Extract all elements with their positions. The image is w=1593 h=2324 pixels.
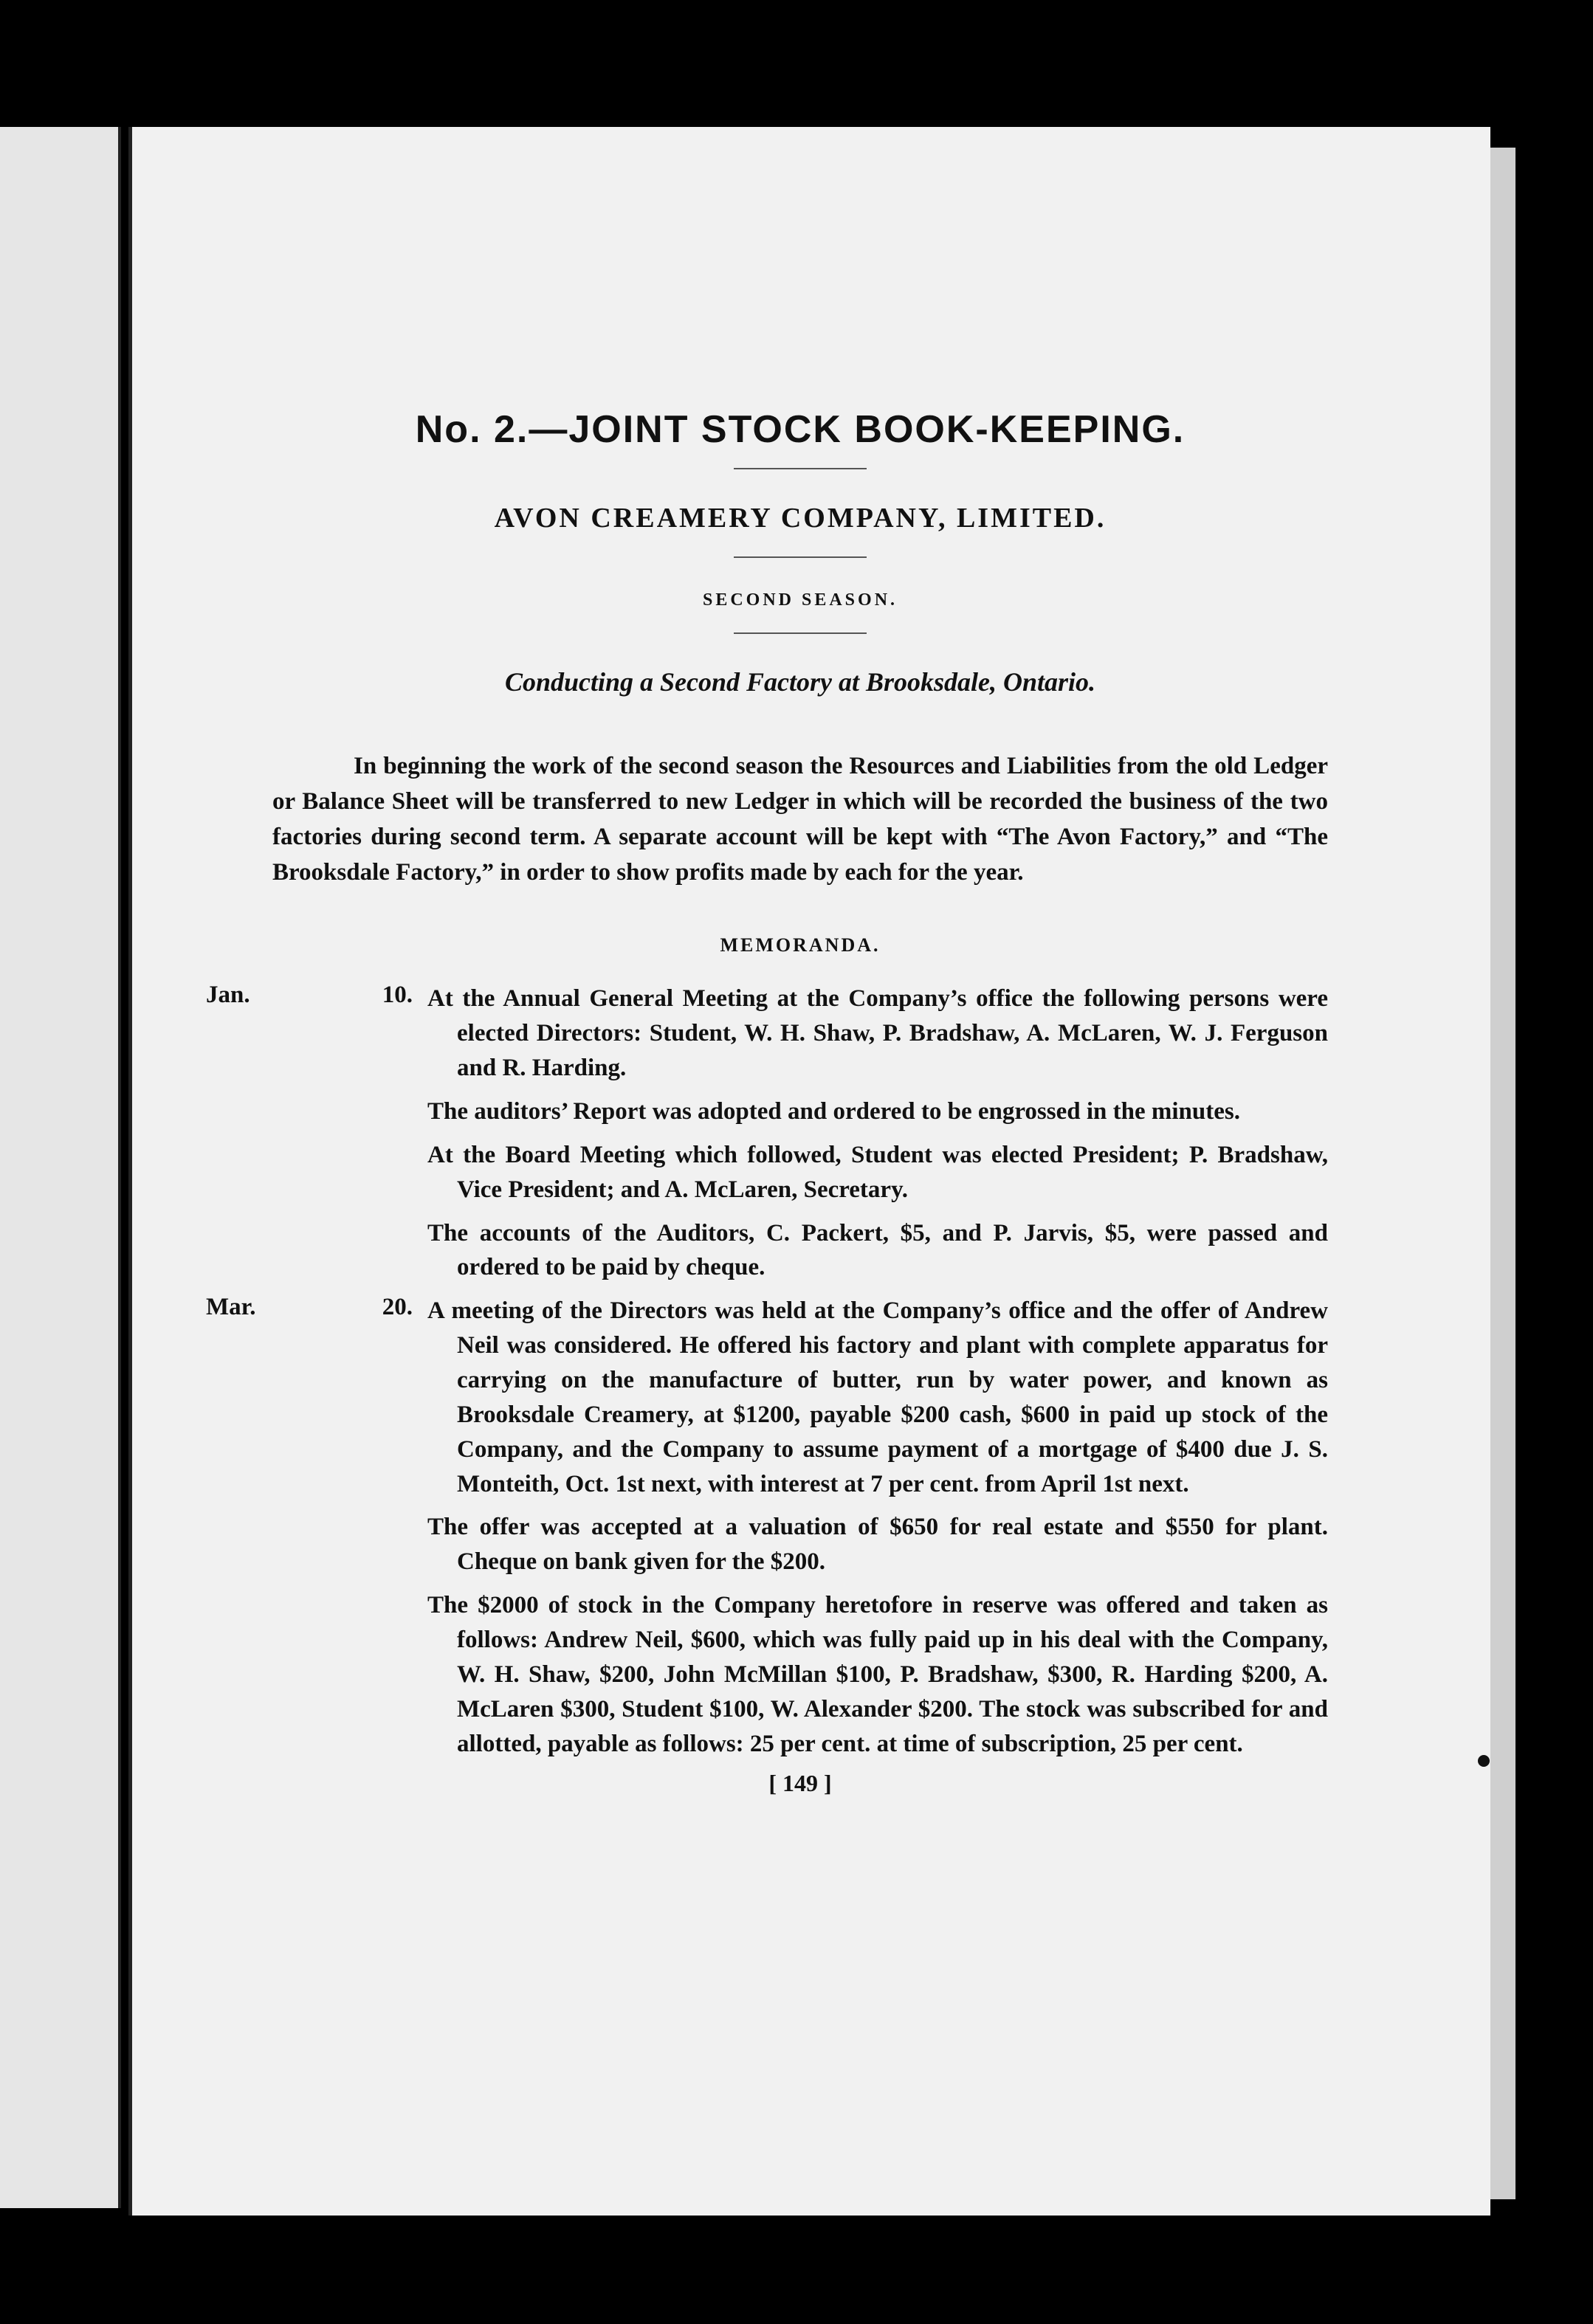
entry-paragraph: The accounts of the Auditors, C. Packert, $5, and P. Jarvis, $5, were passed and ordered to be paid by cheque.: [427, 1219, 1328, 1281]
memo-entry: [206, 1294, 1328, 1761]
page-title: No. 2.—JOINT STOCK BOOK-KEEPING.: [415, 408, 1186, 451]
company-name: AVON CREAMERY COMPANY, LIMITED.: [494, 503, 1107, 534]
entry-month: Jan.: [206, 982, 250, 1009]
entry-paragraph: At the Annual General Meeting at the Company’s office the following persons were elected Directors: Student, W. H. Shaw, P. Bradshaw, A. McLaren, W. J. Ferguson and R. Harding.: [427, 985, 1328, 1082]
section-subheading: Conducting a Second Factory at Brooksdale, Ontario.: [504, 667, 1096, 697]
season-heading: SECOND SEASON.: [702, 590, 898, 610]
entry-paragraph: At the Board Meeting which followed, Student was elected President; P. Bradshaw, Vice President; and A. McLaren, Secretary.: [427, 1141, 1328, 1203]
season-rule: [734, 632, 867, 634]
facing-page-edge: [0, 127, 121, 2208]
book-page: [128, 127, 1490, 2216]
entry-month: Mar.: [206, 1294, 256, 1321]
entry-paragraph: The offer was accepted at a valuation of $650 for real estate and $550 for plant. Cheque on bank given for the $200.: [427, 1514, 1328, 1576]
memo-entry: [206, 982, 1328, 1285]
company-rule: [734, 556, 867, 558]
entry-day: 10.: [382, 982, 413, 1009]
entry-paragraph: A meeting of the Directors was held at the Company’s office and the offer of Andrew Neil was considered. He offered his factory and plant with complete apparatus for carrying on the manufacture of butter, run by water power, and known as Brooksdale Creamery, at $1200, payable $200 cash, $600 in paid up stock of the Company, and the Company to assume payment of a mortgage of $400 due J. S. Monteith, Oct. 1st next, with interest at 7 per cent. from April 1st next.: [427, 1297, 1328, 1497]
intro-paragraph: In beginning the work of the second season the Resources and Liabilities from the old Ledger or Balance Sheet will be transferred to new Ledger in which will be recorded the business of the two factories during second term. A separate account will be kept with “The Avon Factory,” and “The Brooksdale Factory,” in order to show profits made by each for the year.: [272, 753, 1328, 886]
title-rule: [734, 468, 867, 469]
memoranda-heading: MEMORANDA.: [720, 934, 881, 956]
page-number: [ 149 ]: [768, 1770, 832, 1797]
entry-paragraph: The $2000 of stock in the Company heretofore in reserve was offered and taken as follows: Andrew Neil, $600, which was fully paid up in his deal with the Company, W. H. Shaw, $200, John McMillan $100, P. Bradshaw, $300, R. Harding $200, A. McLaren $300, Student $100, W. Alexander $200. The stock was subscribed for and allotted, payable as follows: 25 per cent. at time of subscription, 25 per cent.: [427, 1592, 1328, 1757]
entry-day: 20.: [382, 1294, 413, 1321]
entry-paragraph: The auditors’ Report was adopted and ordered to be engrossed in the minutes.: [427, 1097, 1240, 1125]
page-content: [206, 407, 1328, 1797]
ink-dot: [1478, 1755, 1490, 1767]
